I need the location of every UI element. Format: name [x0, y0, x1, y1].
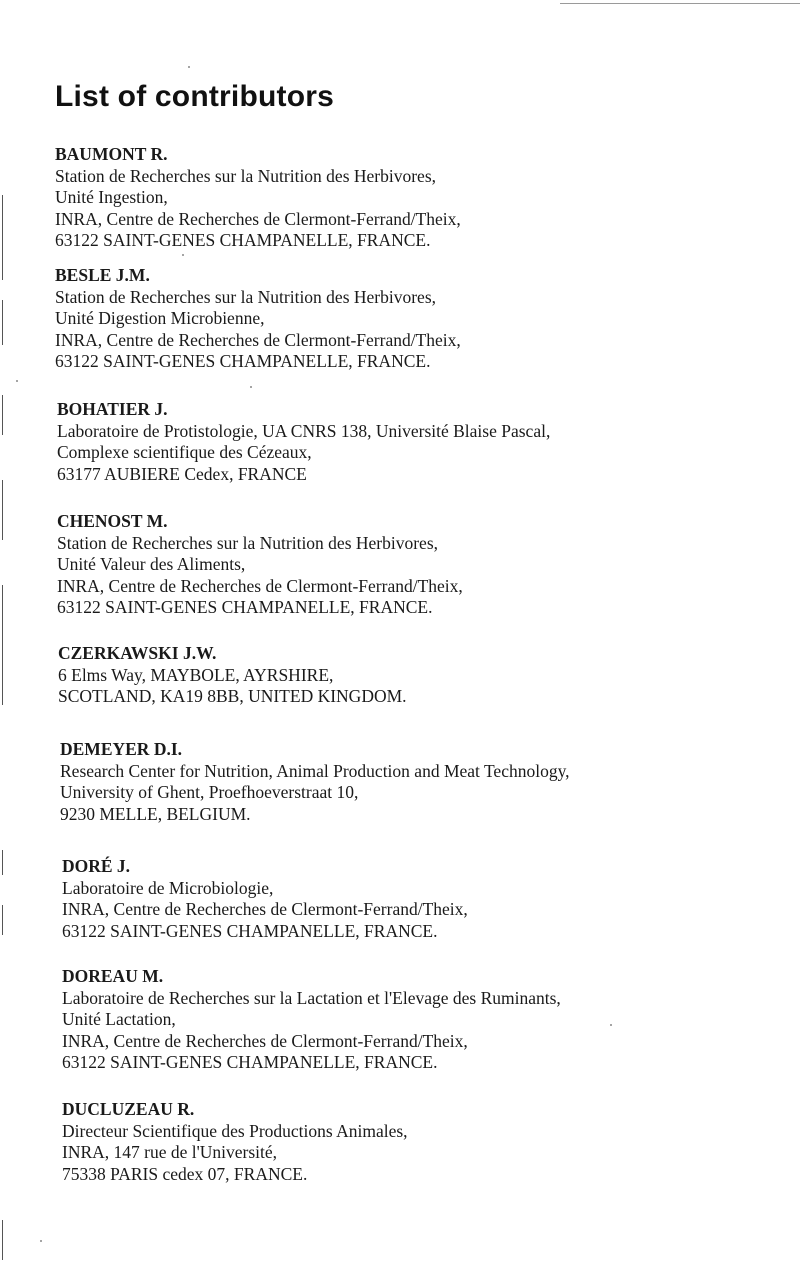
contributor-name: BOHATIER J.: [57, 399, 168, 419]
address-line: Station de Recherches sur la Nutrition des Herbivores,: [55, 165, 437, 186]
page-title: List of contributors: [55, 80, 334, 113]
contributor-name: BESLE J.M.: [55, 265, 150, 285]
address-line: Unité Lactation,: [62, 1009, 176, 1029]
address-line: Laboratoire de Microbiologie,: [62, 877, 274, 898]
address-line: Laboratoire de Recherches sur la Lactation et l'Elevage des Ruminants,: [62, 987, 561, 1008]
address-line: INRA, 147 rue de l'Université,: [62, 1142, 278, 1162]
contributor-entry: [55, 144, 775, 252]
address-line: 6 Elms Way, MAYBOLE, AYRSHIRE,: [58, 664, 334, 685]
address-line: 63122 SAINT-GENES CHAMPANELLE, FRANCE.: [55, 230, 431, 250]
address-line: INRA, Centre de Recherches de Clermont-Ferrand/Theix,: [55, 329, 461, 350]
contributor-name: CZERKAWSKI J.W.: [58, 643, 217, 663]
address-line: 63122 SAINT-GENES CHAMPANELLE, FRANCE.: [62, 920, 438, 941]
address-line: Station de Recherches sur la Nutrition des Herbivores,: [55, 286, 437, 307]
address-line: INRA, Centre de Recherches de Clermont-Ferrand/Theix,: [62, 1030, 468, 1051]
address-line: INRA, Centre de Recherches de Clermont-Ferrand/Theix,: [57, 575, 463, 596]
contributor-entry: [60, 739, 780, 825]
contributor-name: DORÉ J.: [62, 856, 131, 876]
contributor-name: CHENOST M.: [57, 511, 168, 531]
address-line: Complexe scientifique des Cézeaux,: [57, 442, 312, 462]
contributor-entry: [55, 265, 775, 373]
address-line: 63122 SAINT-GENES CHAMPANELLE, FRANCE.: [55, 351, 431, 371]
contributor-entry: [62, 856, 782, 942]
address-line: 63122 SAINT-GENES CHAMPANELLE, FRANCE.: [62, 1052, 438, 1072]
contributor-entry: [62, 966, 782, 1074]
address-line: Station de Recherches sur la Nutrition des Herbivores,: [57, 532, 439, 553]
address-line: 63122 SAINT-GENES CHAMPANELLE, FRANCE.: [57, 597, 433, 617]
address-line: INRA, Centre de Recherches de Clermont-Ferrand/Theix,: [62, 899, 468, 919]
address-line: 9230 MELLE, BELGIUM.: [60, 803, 251, 824]
address-line: Directeur Scientifique des Productions Animales,: [62, 1120, 408, 1141]
contributor-name: BAUMONT R.: [55, 144, 168, 164]
address-line: Unité Valeur des Aliments,: [57, 554, 246, 574]
address-line: SCOTLAND, KA19 8BB, UNITED KINGDOM.: [58, 686, 407, 706]
address-line: Unité Digestion Microbienne,: [55, 308, 265, 328]
contributor-entry: [58, 643, 778, 708]
address-line: University of Ghent, Proefhoeverstraat 10,: [60, 782, 359, 802]
contributor-entry: [57, 511, 777, 619]
contributor-entry: [62, 1099, 782, 1185]
address-line: INRA, Centre de Recherches de Clermont-Ferrand/Theix,: [55, 208, 461, 229]
address-line: 75338 PARIS cedex 07, FRANCE.: [62, 1163, 308, 1184]
address-line: Unité Ingestion,: [55, 187, 168, 207]
address-line: Laboratoire de Protistologie, UA CNRS 138, Université Blaise Pascal,: [57, 420, 551, 441]
contributor-name: DOREAU M.: [62, 966, 164, 986]
contributor-entry: [57, 399, 777, 485]
contributor-name: DEMEYER D.I.: [60, 739, 183, 759]
address-line: Research Center for Nutrition, Animal Production and Meat Technology,: [60, 760, 570, 781]
contributor-name: DUCLUZEAU R.: [62, 1099, 195, 1119]
address-line: 63177 AUBIERE Cedex, FRANCE: [57, 463, 307, 484]
